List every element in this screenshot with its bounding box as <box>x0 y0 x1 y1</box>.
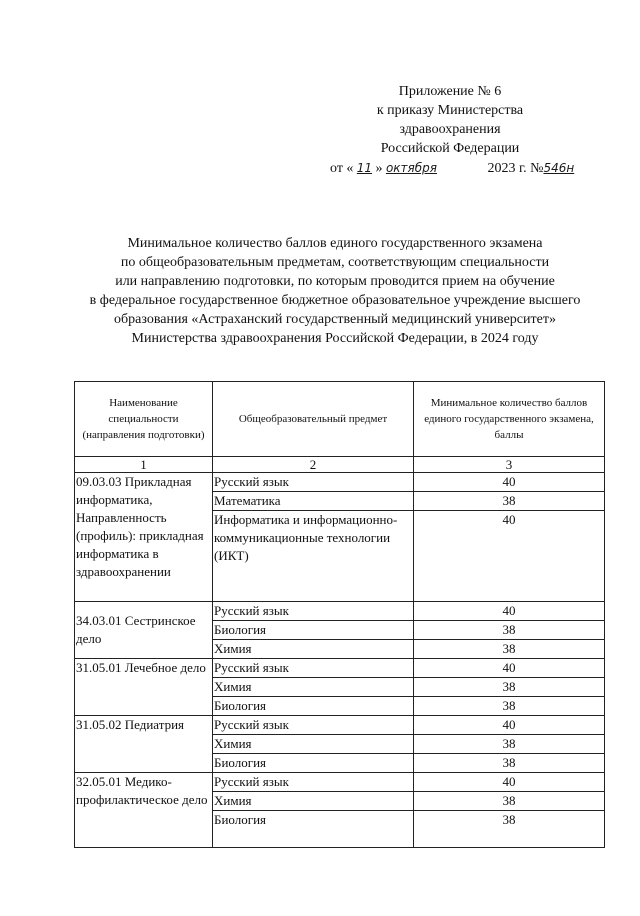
subject-cell: Информатика и информационно-коммуникационные технологии (ИКТ) <box>213 511 414 602</box>
subject-cell: Русский язык <box>213 602 414 621</box>
specialty-cell: 31.05.02 Педиатрия <box>75 716 213 773</box>
score-cell: 40 <box>414 716 605 735</box>
score-cell: 38 <box>414 754 605 773</box>
scores-table <box>74 381 605 848</box>
subject-cell: Биология <box>213 621 414 640</box>
title-line: или направлению подготовки, по которым проводится прием на обучение <box>115 274 555 289</box>
table-row <box>75 716 605 735</box>
appendix-federation: Российской Федерации <box>380 141 520 156</box>
score-cell: 40 <box>414 473 605 492</box>
subject-cell: Химия <box>213 792 414 811</box>
appendix-header <box>330 82 575 178</box>
score-cell: 38 <box>414 492 605 511</box>
score-cell: 38 <box>414 640 605 659</box>
subject-cell: Биология <box>213 811 414 848</box>
appendix-number: Приложение № 6 <box>398 84 502 99</box>
table-row <box>75 473 605 492</box>
appendix-ministry: здравоохранения <box>399 122 501 137</box>
subject-cell: Биология <box>213 754 414 773</box>
specialty-cell: 31.05.01 Лечебное дело <box>75 659 213 716</box>
score-cell: 38 <box>414 678 605 697</box>
column-number-row <box>75 457 605 473</box>
score-cell: 40 <box>414 602 605 621</box>
header-min-score: Минимальное количество баллов единого государственного экзамена, баллы <box>414 382 605 457</box>
score-cell: 38 <box>414 792 605 811</box>
subject-cell: Русский язык <box>213 473 414 492</box>
order-year: 2023 г. № <box>487 161 544 176</box>
handwritten-month: октября <box>385 161 437 175</box>
handwritten-day: 11 <box>356 161 373 175</box>
title-line: в федеральное государственное бюджетное образовательное учреждение высшего <box>89 293 581 308</box>
specialty-cell: 09.03.03 Прикладная информатика, Направленность (профиль): прикладная информатика в здравоохранении <box>75 473 213 602</box>
score-cell: 40 <box>414 659 605 678</box>
subject-cell: Химия <box>213 735 414 754</box>
document-title <box>70 234 600 348</box>
subject-cell: Биология <box>213 697 414 716</box>
table-row <box>75 773 605 792</box>
order-date-line <box>330 159 575 178</box>
score-cell: 40 <box>414 511 605 602</box>
specialty-cell: 32.05.01 Медико-профилактическое дело <box>75 773 213 848</box>
table-header-row <box>75 382 605 457</box>
title-line: Министерства здравоохранения Российской Федерации, в 2024 году <box>131 331 539 346</box>
specialty-cell: 34.03.01 Сестринское дело <box>75 602 213 659</box>
column-number: 1 <box>75 457 213 473</box>
subject-cell: Химия <box>213 678 414 697</box>
date-suffix: » <box>375 161 383 176</box>
score-cell: 38 <box>414 811 605 848</box>
title-line: Минимальное количество баллов единого государственного экзамена <box>127 236 543 251</box>
subject-cell: Русский язык <box>213 716 414 735</box>
title-line: по общеобразовательным предметам, соответствующим специальности <box>120 255 550 270</box>
title-line: образования «Астраханский государственный медицинский университет» <box>114 312 556 327</box>
appendix-order-ref: к приказу Министерства <box>376 103 524 118</box>
score-cell: 38 <box>414 621 605 640</box>
subject-cell: Математика <box>213 492 414 511</box>
header-specialty: Наименование специальности (направления подготовки) <box>75 382 213 457</box>
score-cell: 38 <box>414 735 605 754</box>
score-cell: 38 <box>414 697 605 716</box>
subject-cell: Химия <box>213 640 414 659</box>
column-number: 2 <box>213 457 414 473</box>
table-row <box>75 659 605 678</box>
handwritten-order-number: 546н <box>543 161 575 175</box>
column-number: 3 <box>414 457 605 473</box>
score-cell: 40 <box>414 773 605 792</box>
table-row <box>75 602 605 621</box>
header-subject: Общеобразовательный предмет <box>213 382 414 457</box>
subject-cell: Русский язык <box>213 773 414 792</box>
subject-cell: Русский язык <box>213 659 414 678</box>
date-prefix: от « <box>330 161 354 176</box>
